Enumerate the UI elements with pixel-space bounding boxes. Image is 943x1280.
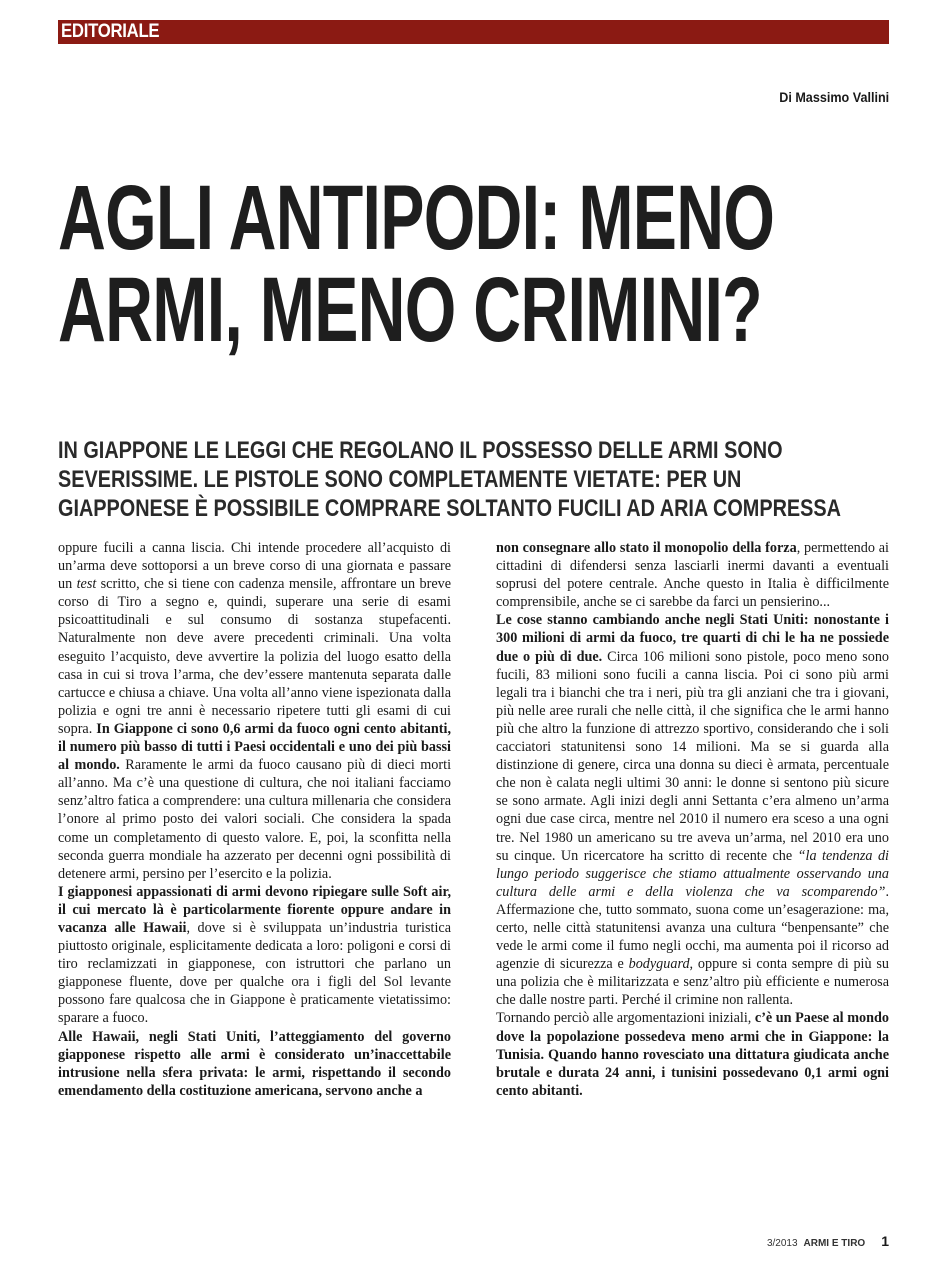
deck-line: GIAPPONESE È POSSIBILE COMPRARE SOLTANTO FUCILI AD ARIA COMPRESSA (58, 495, 841, 522)
headline (58, 167, 778, 361)
page-number: 1 (881, 1233, 889, 1249)
headline-line: AGLI ANTIPODI: MENO (58, 167, 775, 269)
section-bar (58, 20, 889, 44)
body-column-left (58, 539, 451, 1100)
body-paragraph: Alle Hawaii, negli Stati Uniti, l’atteggiamento del governo giapponese rispetto alle armi è considerato un’inaccettabile intrusione nella sfera privata: le armi, rispettando il secondo emendamento della costituzione americana, servono anche a (58, 1028, 451, 1099)
body-column-right (496, 539, 889, 1100)
body-paragraph: oppure fucili a canna liscia. Chi intende procedere all’acquisto di un’arma deve sottoporsi a un breve corso di una giornata e passare un test scritto, che si tiene con cadenza mensile, affrontare un breve corso di Tiro a segno e, quindi, superare una serie di esami psicoattitudinali e sul consumo di sostanza stupefacenti. Naturalmente non deve avere precedenti criminali. Una volta eseguito l’acquisto, deve avvertire la polizia del luogo esatto della casa in cui si trova l’arma, che dev’essere mantenuta separata dalle cartucce e chiusa a chiave. Una volta all’anno viene ispezionata dalla polizia e ogni tre anni è necessario ripetere tutti gli esami di cui sopra. In Giappone ci sono 0,6 armi da fuoco ogni cento abitanti, il numero più basso di tutti i Paesi occidentali e uno dei più bassi al mondo. Raramente le armi da fuoco causano più di dieci morti all’anno. Ma c’è una questione di cultura, che noi italiani facciamo senz’altro fatica a comprendere: una cultura millenaria che considera l’onore al primo posto dei valori sociali. Che considera la spada come un completamento di questo valore. E, poi, la sconfitta nella seconda guerra mondiale ha azzerato per decenni ogni possibilità di detenere armi, persino per l’esercito e la polizia. (58, 540, 452, 882)
magazine-name: ARMI E TIRO (803, 1238, 866, 1249)
body-paragraph: Tornando perciò alle argomentazioni iniziali, c’è un Paese al mondo dove la popolazione possedeva meno armi che in Giappone: la Tunisia. Quando hanno rovesciato una dittatura giudicata anche brutale e durata 24 anni, i tunisini possedevano 0,1 armi ogni cento abitanti. (496, 1010, 889, 1099)
headline-line: ARMI, MENO CRIMINI? (58, 259, 762, 361)
deck-line: IN GIAPPONE LE LEGGI CHE REGOLANO IL POSSESSO DELLE ARMI SONO (58, 437, 783, 464)
deck-line: SEVERISSIME. LE PISTOLE SONO COMPLETAMENTE VIETATE: PER UN (58, 466, 742, 493)
body-paragraph: Le cose stanno cambiando anche negli Stati Uniti: nonostante i 300 milioni di armi da fuoco, tre quarti di chi le ha ne possiede due o più di due. Circa 106 milioni sono pistole, poco meno sono fucili, 83 milioni sono fucili a canna liscia. Poi ci sono più armi legali tra i bianchi che tra i neri, più tra gli anziani che tra i giovani, più nelle aree rurali che nelle città, il che significa che le armi hanno più che altro la funzione di attrezzo sportivo, considerando che i soli cacciatori statunitensi sono 14 milioni. Ma se si guarda alla distinzione di genere, circa una donna su dieci è armata, percentuale che non è calata negli ultimi 30 anni: le donne si sentono più sicure se sono armate. Agli inizi degli anni Settanta c’era almeno un’arma ogni due case circa, mentre nel 2010 il numero era sceso a una ogni tre. Nel 1980 un americano su tre aveva un’arma, nel 2010 era uno su cinque. Un ricercatore ha scritto di recente che “la tendenza di lungo periodo suggerisce che stiamo attualmente osservando una cultura delle armi e della violenza che va scomparendo”. Affermazione che, tutto sommato, suona come un’esagerazione: ma, certo, nelle città statunitensi avanza una cultura “benpensante” che vede le armi come il fumo negli occhi, ma aumenta poi il ricorso ad agenzie di sicurezza e bodyguard, oppure si conta sempre di più su una polizia che è militarizzata e senz’altro più efficiente e numerosa che dalle nostre parti. Perché il crimine non rallenta. (496, 612, 890, 1009)
deck-subtitle (58, 436, 885, 523)
page-footer (767, 1233, 889, 1249)
issue-number: 3/2013 (766, 1238, 798, 1249)
body-paragraph: non consegnare allo stato il monopolio della forza, permettendo ai cittadini di difendersi senza lasciarli inermi davanti a eventuali soprusi del potere centrale. Anche questo in Italia è difficilmente comprensibile, anche se ci sarebbe da farci un pensierino... (496, 540, 889, 611)
section-label: EDITORIALE (61, 21, 160, 42)
byline: Di Massimo Vallini (779, 89, 889, 105)
body-paragraph: I giapponesi appassionati di armi devono ripiegare sulle Soft air, il cui mercato là è particolarmente fiorente oppure andare in vacanza alle Hawaii, dove si è sviluppata un’industria turistica piuttosto originale, esplicitamente dedicata a loro: poligoni e corsi di tiro reclamizzati in giapponese, con istruttori che parlano un giapponese fluente, dove per qualche ora i figli del Sol levante possono fare qualcosa che in Giappone è praticamente vietatissimo: sparare a fuoco. (58, 883, 451, 1027)
